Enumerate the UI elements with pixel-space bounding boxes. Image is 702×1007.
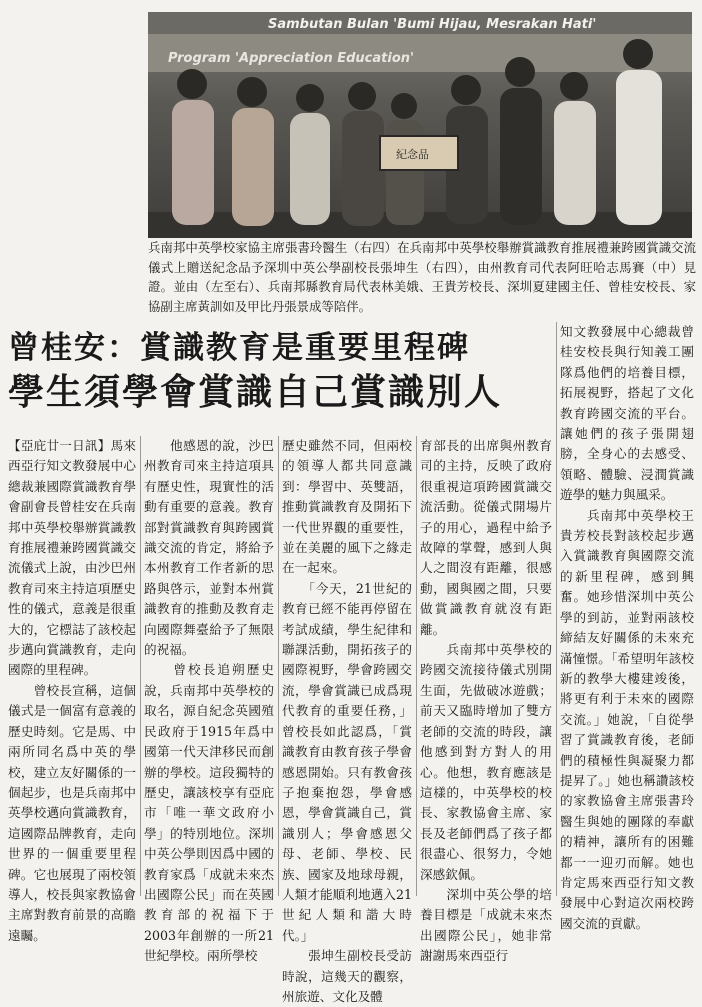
column-divider	[416, 436, 417, 896]
article-column-1: 【亞庇廿一日訊】馬來西亞行知文教發展中心總裁兼國際賞識教育學會副會長曾桂安在兵南邦中英學校舉辦賞識教育推展禮兼跨國賞識交流儀式上說，由沙巴州教育司來主持這項歷史性的儀式，意義是很重大的，它標誌了該校起步邁向賞識教育，走向國際的里程碑。 曾校長宣稱，這個儀式是一個富有意義的歷史時刻。它是馬、中兩所同名爲中英的學校，建立友好關係的一個起步，也是兵南邦中英學校邁向賞識教育，這國際品牌教育，走向世界的一個重要里程碑。它也展現了兩校領導人，校長與家教協會主席對教育前景的高瞻遠矚。	[8, 438, 136, 943]
group-photo-illustration	[148, 12, 692, 238]
banner-text: Sambutan Bulan 'Bumi Hijau, Mesrakan Hati'	[268, 17, 597, 32]
article-column-3: 歷史雖然不同，但兩校的領導人都共同意識到：學習中、英雙語，推動賞識教育及開拓下一代世界觀的重要性，並在美麗的風下之緣走在一起來。 「今天，21世紀的教育已經不能再停留在考試成績，學生紀律和聯課活動，開拓孩子的國際視野，學會跨國交流，學會賞識已成爲現代教育的重要任務，」曾校長如此認爲，「賞識教育由教育孩子學會感恩開始。只有教會孩子抱棄抱怨，學會感恩，學會賞識自己，賞識別人；學會感恩父母、老師、學校、民族、國家及地球母親，人類才能順利地邁入21世紀人類和諧大時代。」 張坤生副校長受訪時說，這幾天的觀察，州旅遊、文化及體	[282, 438, 412, 1004]
person-8	[554, 72, 596, 225]
banner-text-2: Program 'Appreciation Education'	[168, 51, 414, 66]
article-column-4: 育部長的出席與州教育司的主持，反映了政府很重視這項跨國賞識交流活動。從儀式開場片子的用心，過程中給予故障的掌聲，感到人與人之間沒有距離，很感動，國與國之間，只要做賞識教育就沒有距離。 兵南邦中英學校的跨國交流接待儀式別開生面，先做破冰遊戲；前天又臨時增加了雙方老師的交流的時段，讓他感到對方對人的用心。他想，教育應該是這樣的，中英學校的校長、家教協會主席、家長及老師們爲了孩子都很盡心、很努力，令她深感欽佩。 深圳中英公學的培養目標是「成就未來杰出國際公民」，她非常謝謝馬來西亞行	[420, 438, 552, 964]
person-2	[232, 77, 274, 226]
headline-primary: 曾桂安：賞識教育是重要里程碑	[8, 330, 470, 366]
photo-caption: 兵南邦中英學校家協主席張書玲醫生（右四）在兵南邦中英學校舉辦賞識教育推展禮兼跨國賞識交流儀式上贈送紀念品予深圳中英公學副校長張坤生（右四），由州教育司代表阿旺哈志馬賽（中）見證。並由（左至右）、兵南邦縣教育局代表林美娥、王貴芳校長、深圳夏建國主任、曾桂安校長、家協副主席黃訓如及甲比丹張景成等陪伴。	[148, 240, 696, 314]
person-7	[500, 57, 542, 225]
column-divider	[278, 436, 279, 896]
news-photo	[148, 12, 692, 238]
person-4	[342, 82, 384, 226]
column-divider	[140, 436, 141, 896]
commemorative-plaque	[380, 136, 458, 170]
headline-secondary: 學生須學會賞識自己賞識別人	[8, 371, 503, 413]
column-divider	[556, 322, 557, 896]
plaque-label: 紀念品	[396, 148, 429, 161]
person-1	[172, 69, 214, 225]
person-3	[290, 84, 330, 225]
article-column-2: 他感恩的說，沙巴州教育司來主持這項具有歷史性，現實性的活動有重要的意義。教育部對賞識教育與跨國賞識交流的肯定，將給予本州教育工作者新的思路與啓示，並對本州賞識教育的推動及教育走向國際舞臺給予了無限的祝福。 曾校長追朔歷史說，兵南邦中英學校的取名，源自紀念英國殖民政府于1915年爲中國第一代天津移民而創辦的學校。這段獨特的歷史，讓該校享有亞庇市「唯一華文政府小學」的特別地位。深圳中英公學則因爲中國的教育家爲「成就未來杰出國際公民」而在英國教育部的祝福下于2003年創辦的一所21世紀學校。兩所學校	[144, 438, 274, 964]
article-column-5: 知文教發展中心總裁曾桂安校長與行知義工團隊爲他們的培養目標，拓展視野，搭起了文化教育跨國交流的平台。讓她們的孩子張開翅膀，全身心的去感受、領略、體驗、浸潤賞識遊學的魅力與風采。 兵南邦中英學校王貴芳校長對該校起步邁入賞識教育與國際交流的新里程碑，感到興奮。她珍惜深圳中英公學的到訪，並對兩該校締結友好關係的未來充滿憧憬。「希望明年該校新的教學大樓建竣後，將更有利于未來的國際交流。」她說，「自從學習了賞識教育後，老師們的積極性與凝聚力都提昇了。」她也稱讚該校的家教協會主席張書玲醫生與她的團隊的奉獻的精神，讓所有的困難都一一迎刃而解。她也肯定馬來西亞行知文教發展中心對這次兩校跨國交流的貢獻。	[560, 324, 694, 931]
